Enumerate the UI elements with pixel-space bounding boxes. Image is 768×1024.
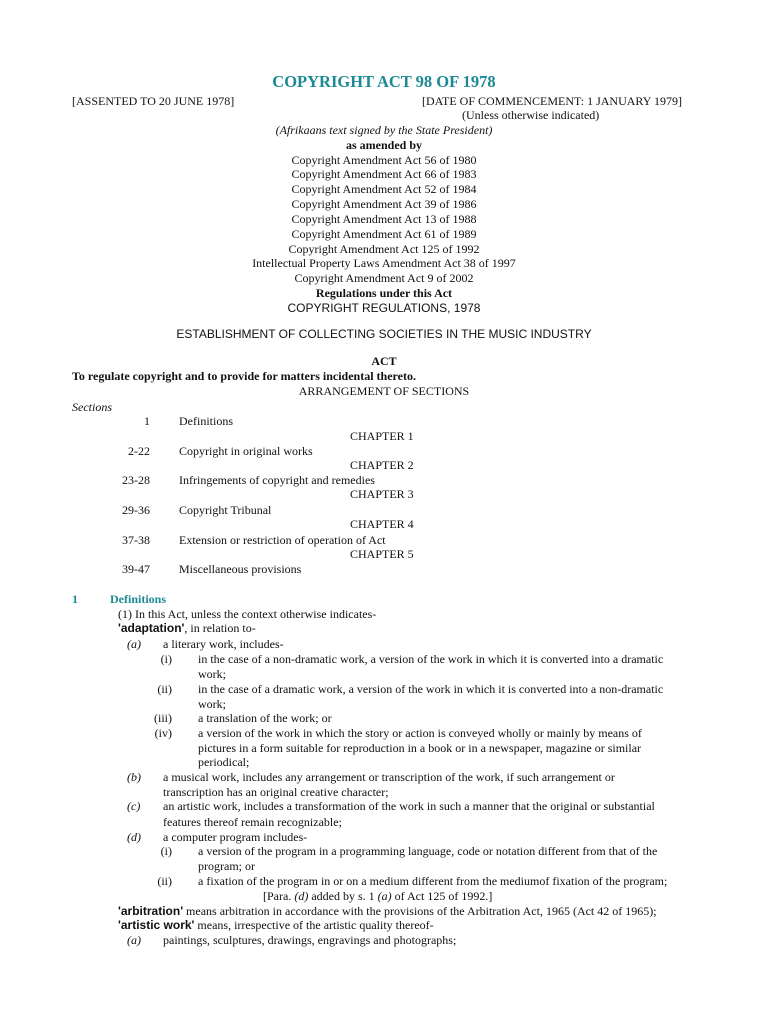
toc-section-number: 39-47 bbox=[122, 562, 150, 576]
definition-text: , in relation to- bbox=[184, 621, 256, 635]
regulations-link[interactable]: COPYRIGHT REGULATIONS, 1978 bbox=[287, 301, 481, 315]
para-text: a literary work, includes- bbox=[163, 637, 284, 651]
subpara-line: a version of the program in a programming language, code or notation different from that of the bbox=[198, 844, 658, 858]
toc-chapter-label: CHAPTER 4 bbox=[350, 517, 414, 531]
para-line: transcription has an original creative character; bbox=[163, 785, 389, 799]
amendment-item: Copyright Amendment Act 61 of 1989 bbox=[291, 227, 477, 241]
toc-chapter-label: CHAPTER 5 bbox=[350, 547, 414, 561]
assented-date: [ASSENTED TO 20 JUNE 1978] bbox=[72, 94, 235, 108]
subpara-line: work; bbox=[198, 667, 226, 681]
amendment-item: Copyright Amendment Act 56 of 1980 bbox=[291, 153, 477, 167]
amendment-item: Copyright Amendment Act 13 of 1988 bbox=[291, 212, 477, 226]
note-text: [Para. bbox=[263, 889, 295, 903]
definition-arbitration bbox=[118, 904, 657, 919]
subpara-label: (i) bbox=[160, 652, 172, 666]
amendment-item: Copyright Amendment Act 52 of 1984 bbox=[291, 182, 477, 196]
toc-section-number: 29-36 bbox=[122, 503, 150, 517]
subpara-line: pictures in a form suitable for reproduction in a book or in a newspaper, magazine or similar bbox=[198, 741, 642, 755]
note-text: of Act 125 of 1992.] bbox=[391, 889, 493, 903]
para-line: a musical work, includes any arrangement or transcription of the work, if such arrangement or bbox=[163, 770, 615, 784]
subpara-line: periodical; bbox=[198, 755, 250, 769]
toc-section-title[interactable]: Copyright Tribunal bbox=[179, 503, 272, 517]
unless-indicated-note: (Unless otherwise indicated) bbox=[462, 108, 600, 122]
amendment-item: Intellectual Property Laws Amendment Act 38 of 1997 bbox=[252, 256, 516, 270]
regulations-heading: Regulations under this Act bbox=[315, 286, 453, 300]
subpara-line: work; bbox=[198, 697, 226, 711]
definition-term: 'arbitration' bbox=[118, 904, 184, 918]
subpara-label: (ii) bbox=[157, 874, 172, 888]
section-heading: Definitions bbox=[110, 592, 167, 606]
toc-section-title[interactable]: Definitions bbox=[179, 414, 233, 428]
amendment-note bbox=[263, 889, 492, 904]
subpara-line: program; or bbox=[198, 859, 255, 873]
definition-term: 'adaptation' bbox=[118, 621, 185, 635]
toc-chapter-label: CHAPTER 3 bbox=[350, 487, 414, 501]
toc-section-title[interactable]: Infringements of copyright and remedies bbox=[179, 473, 375, 487]
amendment-item: Copyright Amendment Act 66 of 1983 bbox=[291, 167, 477, 181]
act-long-title: To regulate copyright and to provide for matters incidental thereto. bbox=[72, 369, 416, 383]
toc-chapter-label: CHAPTER 1 bbox=[350, 429, 414, 443]
note-para-ref: (d) bbox=[294, 889, 309, 903]
subpara-line: in the case of a non-dramatic work, a version of the work in which it is converted into a dramatic bbox=[198, 652, 664, 666]
document-title: COPYRIGHT ACT 98 OF 1978 bbox=[272, 72, 496, 91]
toc-section-number: 2-22 bbox=[128, 444, 150, 458]
section-number: 1 bbox=[72, 592, 78, 606]
regulations-link[interactable]: ESTABLISHMENT OF COLLECTING SOCIETIES IN THE MUSIC INDUSTRY bbox=[176, 327, 592, 341]
subpara-label: (iii) bbox=[154, 711, 172, 725]
toc-section-number: 1 bbox=[144, 414, 150, 428]
subpara-line: a translation of the work; or bbox=[198, 711, 332, 725]
para-text: paintings, sculptures, drawings, engravings and photographs; bbox=[163, 933, 457, 947]
amendment-item: Copyright Amendment Act 39 of 1986 bbox=[291, 197, 477, 211]
para-line: an artistic work, includes a transformation of the work in such a manner that the original or substantial bbox=[163, 799, 655, 813]
subpara-label: (iv) bbox=[154, 726, 172, 740]
afrikaans-note: (Afrikaans text signed by the State President) bbox=[275, 123, 493, 137]
subpara-line: in the case of a dramatic work, a version of the work in which it is converted into a non-dramatic bbox=[198, 682, 664, 696]
definition-adaptation bbox=[118, 621, 256, 636]
definition-term: 'artistic work' bbox=[118, 918, 195, 932]
para-text: a computer program includes- bbox=[163, 830, 308, 844]
toc-chapter-label: CHAPTER 2 bbox=[350, 458, 414, 472]
amendment-item: Copyright Amendment Act 125 of 1992 bbox=[288, 242, 480, 256]
toc-section-number: 37-38 bbox=[122, 533, 150, 547]
subpara-line: a fixation of the program in or on a medium different from the mediumof fixation of the program; bbox=[198, 874, 668, 888]
note-para-ref: (a) bbox=[377, 889, 392, 903]
para-label: (c) bbox=[127, 799, 141, 813]
para-label: (d) bbox=[127, 830, 141, 844]
para-label: (a) bbox=[127, 637, 141, 651]
definition-artistic-work bbox=[118, 918, 434, 933]
definition-text: means, irrespective of the artistic quality thereof- bbox=[194, 918, 434, 932]
toc-section-number: 23-28 bbox=[122, 473, 150, 487]
amendment-item: Copyright Amendment Act 9 of 2002 bbox=[294, 271, 474, 285]
subpara-label: (i) bbox=[160, 844, 172, 858]
toc-section-title[interactable]: Extension or restriction of operation of Act bbox=[179, 533, 386, 547]
para-label: (a) bbox=[127, 933, 141, 947]
subpara-line: a version of the work in which the story or action is conveyed wholly or mainly by means of bbox=[198, 726, 642, 740]
toc-section-title[interactable]: Miscellaneous provisions bbox=[179, 562, 302, 576]
sections-label: Sections bbox=[72, 400, 112, 414]
commencement-date: [DATE OF COMMENCEMENT: 1 JANUARY 1979] bbox=[422, 94, 682, 108]
para-label: (b) bbox=[127, 770, 141, 784]
toc-section-title[interactable]: Copyright in original works bbox=[179, 444, 313, 458]
act-heading: ACT bbox=[371, 354, 397, 368]
para-line: features thereof remain recognizable; bbox=[163, 815, 342, 829]
as-amended-by-heading: as amended by bbox=[345, 138, 422, 152]
definition-text: means arbitration in accordance with the provisions of the Arbitration Act, 1965 (Act 42 of 1965); bbox=[183, 904, 657, 918]
section-intro: (1) In this Act, unless the context otherwise indicates- bbox=[118, 607, 377, 621]
arrangement-heading: ARRANGEMENT OF SECTIONS bbox=[298, 384, 470, 398]
subpara-label: (ii) bbox=[157, 682, 172, 696]
note-text: added by s. 1 bbox=[308, 889, 378, 903]
